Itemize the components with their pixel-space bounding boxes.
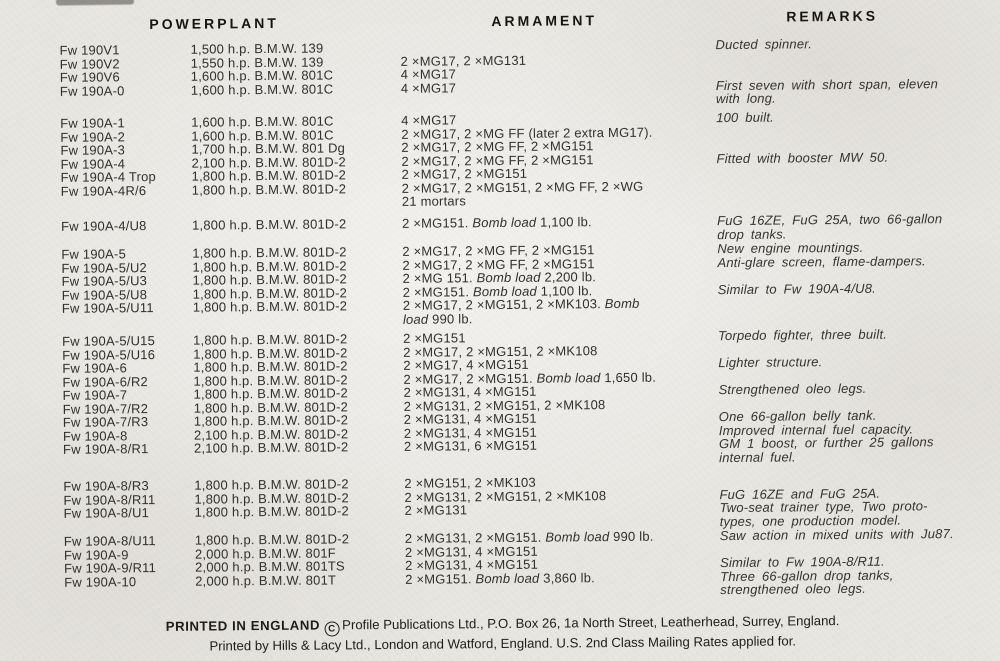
armament-cell: 2 ×MG17, 2 ×MG FF (later 2 extra MG17).: [401, 124, 653, 142]
column-header-remarks: REMARKS: [786, 7, 879, 25]
printed-in-england-label: PRINTED IN ENGLAND: [165, 617, 321, 634]
remarks-cell: GM 1 boost, or further 25 gallons internal fuel.: [718, 434, 934, 465]
column-header-powerplant: POWERPLANT: [149, 14, 279, 33]
armament-cell: [400, 38, 715, 41]
powerplant-cell: 1,800 h.p. B.M.W. 801D-2: [192, 271, 347, 288]
powerplant-cell: 2,000 h.p. B.M.W. 801T: [195, 571, 337, 589]
powerplant-cell: 1,800 h.p. B.M.W. 801D-2: [194, 503, 350, 520]
model-cell: Fw 190A-10: [64, 573, 137, 590]
powerplant-cell: 1,800 h.p. B.M.W. 801D-2: [192, 284, 348, 302]
powerplant-cell: 1,800 h.p. B.M.W. 801D-2: [192, 257, 347, 275]
remarks-cell: New engine mountings.: [717, 239, 864, 257]
powerplant-cell: 2,100 h.p. B.M.W. 801D-2: [193, 439, 349, 456]
model-cell: Fw 190A-8/R1: [62, 441, 149, 457]
remarks-cell: Anti-glare screen, flame-dampers.: [717, 252, 926, 270]
remarks-cell: Similar to Fw 190A-8/R11.: [719, 553, 885, 571]
column-header-armament: ARMAMENT: [491, 12, 598, 30]
powerplant-cell: 1,800 h.p. B.M.W. 801D-2: [192, 244, 347, 261]
armament-cell: 2 ×MG131, 6 ×MG151: [403, 437, 538, 454]
model-cell: Fw 190A-5/U8: [61, 286, 148, 303]
armament-cell: 2 ×MG131, 4 ×MG151: [403, 383, 537, 400]
armament-cell: 2 ×MG17, 2 ×MG131: [400, 52, 527, 69]
model-cell: Fw 190V6: [59, 69, 120, 85]
armament-cell: 2 ×MG17, 2 ×MG FF, 2 ×MG151: [401, 138, 594, 155]
armament-cell: 2 ×MG17, 2 ×MG151, 2 ×MG FF, 2 ×WG 21 mortars: [401, 178, 644, 209]
page-footer: [3, 611, 1000, 657]
armament-cell: 2 ×MG17, 4 ×MG151: [403, 356, 529, 373]
remarks-cell: Similar to Fw 190A-4/U8.: [717, 280, 877, 297]
remarks-cell: First seven with short span, eleven with long.: [715, 75, 939, 107]
powerplant-cell: 1,550 h.p. B.M.W. 139: [190, 54, 324, 71]
armament-cell: 2 ×MG131, 4 ×MG151: [403, 424, 537, 441]
model-cell: Fw 190A-3: [60, 142, 126, 158]
model-cell: Fw 190A-5/U11: [61, 300, 154, 316]
row-group: [0, 36, 998, 112]
powerplant-cell: 1,800 h.p. B.M.W. 801D-2: [194, 531, 350, 548]
remarks-cell: Three 66-gallon drop tanks, strengthened oleo legs.: [720, 567, 894, 598]
powerplant-cell: 2,000 h.p. B.M.W. 801F: [194, 544, 336, 562]
powerplant-cell: 1,700 h.p. B.M.W. 801 Dg: [191, 140, 346, 157]
powerplant-cell: 1,800 h.p. B.M.W. 801D-2: [194, 476, 349, 493]
armament-cell: 2 ×MG17, 2 ×MG FF, 2 ×MG151: [402, 255, 595, 273]
model-cell: Fw 190V1: [59, 42, 120, 58]
armament-cell: 2 ×MG151. Bomb load 3,860 lb.: [405, 569, 595, 587]
powerplant-cell: 1,800 h.p. B.M.W. 801D-2: [193, 398, 349, 416]
armament-cell: 2 ×MG131, 2 ×MG151. Bomb load 990 lb.: [404, 528, 654, 546]
model-cell: Fw 190A-5/U3: [61, 273, 148, 289]
copyright-icon: C: [324, 621, 339, 636]
armament-cell: 4 ×MG17: [401, 112, 457, 128]
row-group: [1, 472, 1000, 535]
model-cell: Fw 190A-9/R11: [63, 560, 157, 576]
row-group: [0, 240, 1000, 330]
printer-line: Printed by Hills & Lacy Ltd., London and Watford, England. U.S. 2nd Class Mailing Rates applied for.: [209, 633, 797, 654]
remarks-cell: Fitted with booster MW 50.: [716, 149, 889, 166]
remarks-cell: Improved internal fuel capacity.: [718, 420, 914, 438]
model-cell: Fw 190A-0: [59, 82, 125, 99]
armament-cell: 2 ×MG17, 2 ×MG FF, 2 ×MG151: [401, 151, 594, 169]
model-cell: Fw 190V2: [59, 55, 120, 72]
powerplant-cell: 2,100 h.p. B.M.W. 801D-2: [193, 425, 349, 443]
model-cell: Fw 190A-6: [62, 360, 128, 376]
armament-cell: 4 ×MG17: [400, 79, 457, 96]
model-cell: Fw 190A-8: [62, 427, 128, 444]
model-cell: Fw 190A-8/U1: [63, 505, 150, 521]
remarks-cell: Ducted spinner.: [715, 36, 813, 53]
remarks-cell: FuG 16ZE, FuG 25A, two 66-gallon drop tanks.: [716, 211, 943, 242]
remarks-cell: Saw action in mixed units with Ju87.: [719, 526, 954, 544]
remarks-cell: 100 built.: [716, 109, 774, 126]
armament-cell: 2 ×MG151: [402, 330, 466, 346]
model-cell: Fw 190A-5/U15: [62, 333, 156, 349]
model-cell: Fw 190A-8/R11: [63, 491, 156, 508]
model-cell: Fw 190A-7/R2: [62, 400, 149, 417]
powerplant-cell: 1,600 h.p. B.M.W. 801C: [191, 126, 334, 144]
row-group: [0, 327, 1000, 471]
model-cell: Fw 190A-2: [60, 128, 126, 145]
armament-cell: 2 ×MG131, 2 ×MG151, 2 ×MK108: [403, 396, 606, 414]
armament-cell: 2 ×MG17, 2 ×MG FF, 2 ×MG151: [402, 242, 595, 259]
remarks-cell: Two-seat trainer type, Two proto- types, one production model.: [719, 498, 928, 529]
powerplant-cell: 1,800 h.p. B.M.W. 801D-2: [193, 344, 348, 362]
model-cell: Fw 190A-7/R3: [62, 414, 149, 430]
model-cell: Fw 190A-6/R2: [62, 373, 148, 390]
model-cell: Fw 190A-9: [63, 546, 129, 563]
powerplant-cell: 1,600 h.p. B.M.W. 801C: [190, 80, 334, 98]
armament-cell: 4 ×MG17: [400, 66, 457, 82]
model-cell: Fw 190A-5: [61, 246, 127, 262]
powerplant-cell: 1,800 h.p. B.M.W. 801D-2: [192, 298, 348, 315]
powerplant-cell: 1,600 h.p. B.M.W. 801C: [190, 67, 334, 84]
powerplant-cell: 1,800 h.p. B.M.W. 801D-2: [193, 358, 348, 375]
armament-cell: 2 ×MG151. Bomb load 1,100 lb.: [401, 214, 592, 231]
powerplant-cell: 1,800 h.p. B.M.W. 801D-2: [193, 385, 348, 402]
armament-cell: 2 ×MG17, 2 ×MG151, 2 ×MK103. Bomb load 990 lb.: [402, 295, 640, 327]
remarks-cell: One 66-gallon belly tank.: [718, 407, 877, 425]
armament-cell: 2 ×MG151, 2 ×MK103: [404, 474, 536, 491]
armament-cell: 2 ×MG131, 4 ×MG151: [403, 410, 537, 427]
remarks-cell: FuG 16ZE and FuG 25A.: [719, 485, 881, 502]
model-cell: Fw 190A-4/U8: [61, 218, 147, 234]
model-cell: Fw 190A-4 Trop: [60, 168, 157, 185]
armament-cell: 2 ×MG131, 2 ×MG151, 2 ×MK108: [404, 487, 607, 505]
model-cell: Fw 190A-7: [62, 387, 128, 403]
remarks-cell: [719, 472, 993, 474]
powerplant-cell: 1,800 h.p. B.M.W. 801D-2: [191, 180, 347, 198]
armament-cell: 2 ×MG17, 2 ×MG151: [401, 165, 528, 182]
powerplant-cell: 1,800 h.p. B.M.W. 801D-2: [193, 412, 349, 429]
powerplant-cell: 1,600 h.p. B.M.W. 801C: [191, 113, 334, 130]
powerplant-cell: 2,100 h.p. B.M.W. 801D-2: [191, 153, 346, 171]
publisher-address: Profile Publications Ltd., P.O. Box 26, 1a North Street, Leatherhead, Surrey, England.: [342, 613, 840, 633]
powerplant-cell: 1,500 h.p. B.M.W. 139: [190, 40, 324, 57]
row-group: [0, 109, 999, 212]
model-cell: Fw 190A-5/U2: [61, 259, 147, 276]
armament-cell: 2 ×MG131, 4 ×MG151: [404, 543, 538, 560]
powerplant-cell: 1,800 h.p. B.M.W. 801D-2: [192, 216, 347, 233]
armament-cell: 2 ×MG 151. Bomb load 2,200 lb.: [402, 269, 597, 286]
model-cell: Fw 190A-8/R3: [63, 478, 149, 494]
model-cell: Fw 190A-4R/6: [60, 182, 147, 199]
model-cell: Fw 190A-5/U16: [62, 346, 156, 363]
powerplant-cell: 1,800 h.p. B.M.W. 801D-2: [193, 331, 348, 348]
armament-cell: 2 ×MG131: [404, 502, 468, 518]
armament-cell: 2 ×MG17, 2 ×MG151. Bomb load 1,650 lb.: [403, 369, 657, 387]
remarks-cell: Lighter structure.: [718, 354, 823, 371]
powerplant-cell: 2,000 h.p. B.M.W. 801TS: [194, 558, 345, 575]
remarks-cell: Strengthened oleo legs.: [718, 380, 867, 398]
armament-cell: 2 ×MG17, 2 ×MG151, 2 ×MK108: [403, 342, 598, 360]
model-cell: Fw 190A-4: [60, 155, 126, 172]
powerplant-cell: 1,800 h.p. B.M.W. 801D-2: [191, 167, 347, 184]
remarks-cell: Torpedo fighter, three built.: [717, 326, 888, 344]
model-cell: Fw 190A-1: [60, 115, 125, 131]
powerplant-cell: 1,800 h.p. B.M.W. 801D-2: [193, 371, 348, 389]
armament-cell: 2 ×MG131, 4 ×MG151: [404, 556, 539, 573]
powerplant-cell: 1,800 h.p. B.M.W. 801D-2: [194, 489, 349, 507]
armament-cell: 2 ×MG151. Bomb load 1,100 lb.: [402, 282, 593, 300]
model-cell: Fw 190A-8/U11: [63, 533, 156, 549]
row-group: [2, 527, 1000, 603]
